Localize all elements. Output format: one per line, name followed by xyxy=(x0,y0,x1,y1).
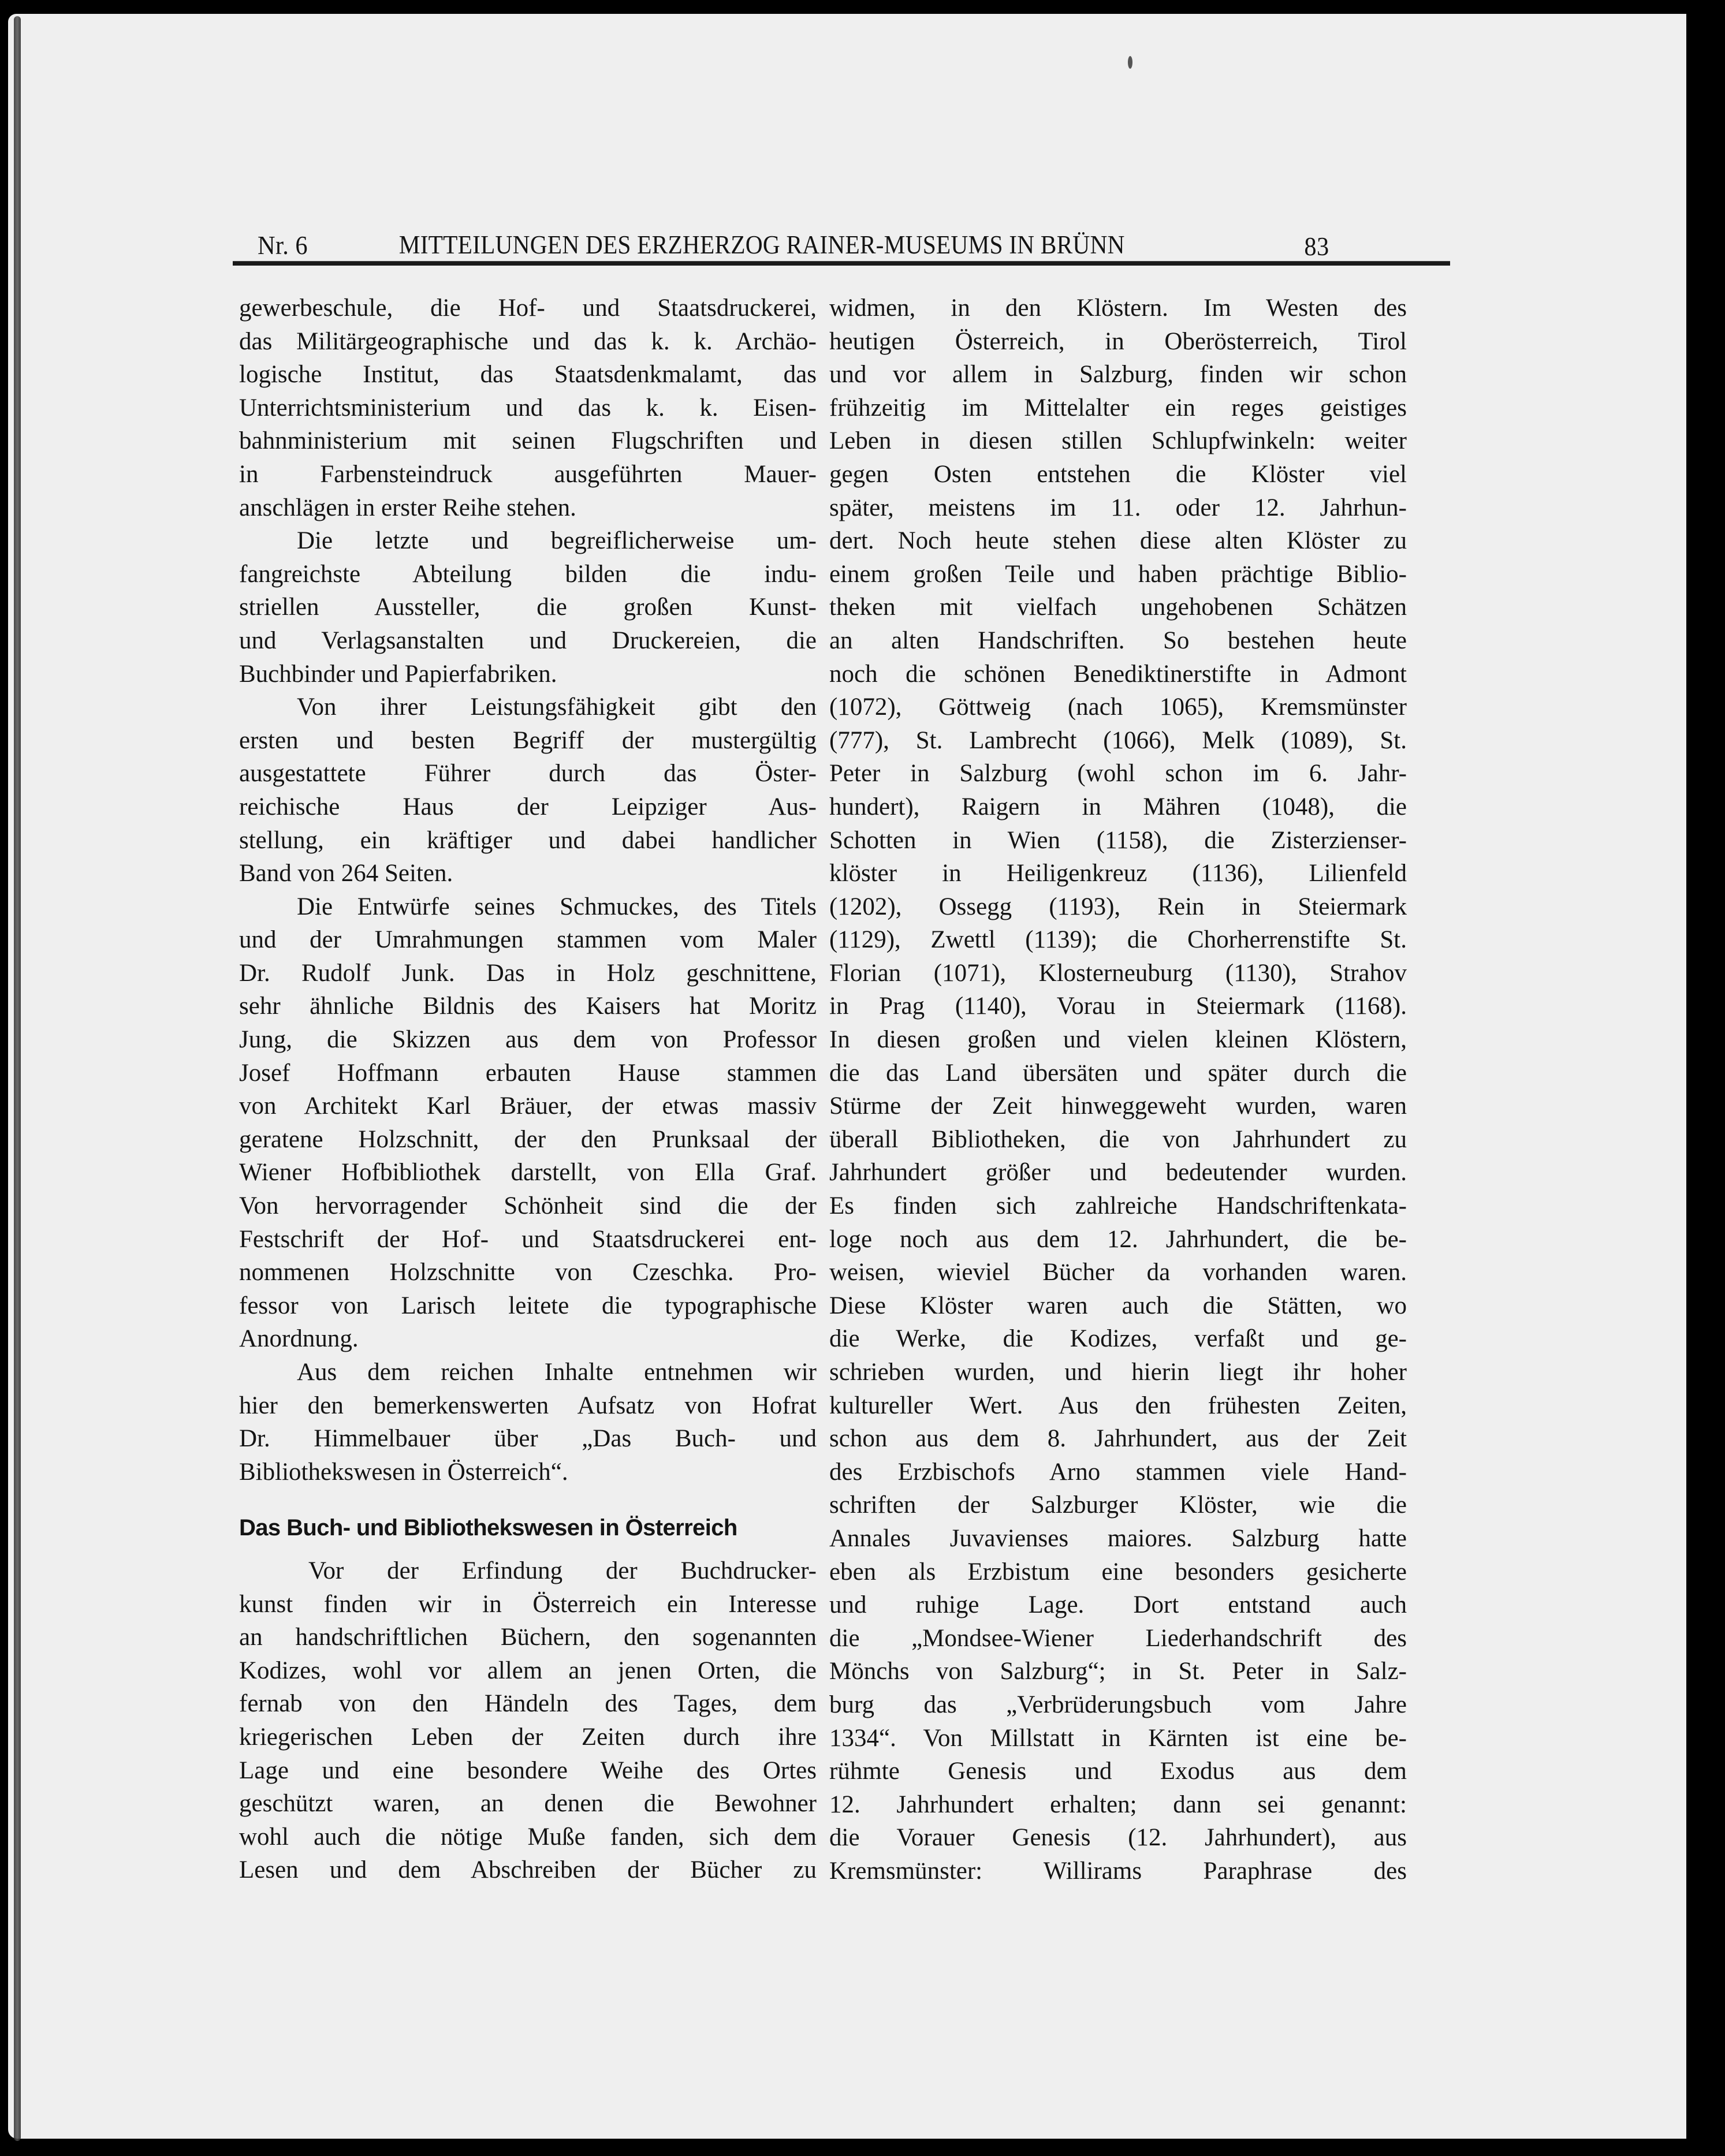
text-line: (777), St. Lambrecht (1066), Melk (1089), St. xyxy=(829,726,1407,754)
text-line: 1334“. Von Millstatt in Kärnten ist eine be- xyxy=(829,1724,1407,1752)
text-line: reichische Haus der Leipziger Aus- xyxy=(239,793,817,820)
paragraph xyxy=(829,292,1407,1888)
text-line: Dr. Rudolf Junk. Das in Holz geschnittene, xyxy=(239,959,817,987)
text-line: stellung, ein kräftiger und dabei handlicher xyxy=(239,826,817,854)
issue-number: Nr. 6 xyxy=(258,230,308,260)
text-line: und vor allem in Salzburg, finden wir schon xyxy=(829,361,1407,389)
text-line: loge noch aus dem 12. Jahrhundert, die be- xyxy=(829,1225,1407,1253)
text-line: Florian (1071), Klosterneuburg (1130), Strahov xyxy=(829,959,1407,987)
text-line: rühmte Genesis und Exodus aus dem xyxy=(829,1758,1407,1785)
text-line: Diese Klöster waren auch die Stätten, wo xyxy=(829,1292,1407,1319)
text-line: von Architekt Karl Bräuer, der etwas massiv xyxy=(239,1092,817,1120)
paragraph xyxy=(239,691,817,890)
text-line: Festschrift der Hof- und Staatsdruckerei ent- xyxy=(239,1225,817,1253)
text-line: hier den bemerkenswerten Aufsatz von Hofrat xyxy=(239,1392,817,1419)
text-line: in Farbensteindruck ausgeführten Mauer- xyxy=(239,460,817,488)
text-line: heutigen Österreich, in Oberösterreich, Tirol xyxy=(829,327,1407,355)
text-line: Bibliothekswesen in Österreich“. xyxy=(239,1458,568,1486)
text-line: eben als Erzbistum eine besonders gesicherte xyxy=(829,1558,1407,1586)
text-line: dert. Noch heute stehen diese alten Klöster zu xyxy=(829,527,1407,555)
paragraph xyxy=(239,1554,817,1887)
text-line: an alten Handschriften. So bestehen heute xyxy=(829,626,1407,654)
text-line: weisen, wieviel Bücher da vorhanden waren. xyxy=(829,1259,1407,1286)
text-line: Jahrhundert größer und bedeutender wurden. xyxy=(829,1159,1407,1187)
right-column xyxy=(829,292,1407,1888)
running-header xyxy=(231,230,1329,264)
text-line: schriften der Salzburger Klöster, wie die xyxy=(829,1491,1407,1519)
text-line: Jung, die Skizzen aus dem von Professor xyxy=(239,1026,817,1054)
text-line: Annales Juvavienses maiores. Salzburg hatte xyxy=(829,1524,1407,1552)
text-line: in Prag (1140), Vorau in Steiermark (1168). xyxy=(829,993,1407,1020)
text-line: Wiener Hofbibliothek darstellt, von Ella Graf. xyxy=(239,1159,817,1187)
text-line: kriegerischen Leben der Zeiten durch ihre xyxy=(239,1723,817,1751)
text-line: sehr ähnliche Bildnis des Kaisers hat Moritz xyxy=(239,993,817,1020)
text-line: gewerbeschule, die Hof- und Staatsdruckerei, xyxy=(239,294,817,322)
text-line: Von hervorragender Schönheit sind die der xyxy=(239,1192,817,1220)
page-number: 83 xyxy=(1304,232,1329,261)
text-line: schon aus dem 8. Jahrhundert, aus der Zeit xyxy=(829,1425,1407,1453)
text-line: Die Entwürfe seines Schmuckes, des Titels xyxy=(297,893,817,920)
paragraph xyxy=(239,890,817,1356)
text-line: geschützt waren, an denen die Bewohner xyxy=(239,1790,817,1818)
text-line: gegen Osten entstehen die Klöster viel xyxy=(829,460,1407,488)
text-line: überall Bibliotheken, die von Jahrhundert zu xyxy=(829,1125,1407,1153)
text-line: Leben in diesen stillen Schlupfwinkeln: weiter xyxy=(829,427,1407,455)
text-line: einem großen Teile und haben prächtige Biblio- xyxy=(829,560,1407,588)
spacer xyxy=(239,1489,817,1512)
text-line: Buchbinder und Papierfabriken. xyxy=(239,660,557,688)
text-line: an handschriftlichen Büchern, den sogenannten xyxy=(239,1624,817,1651)
text-line: die Vorauer Genesis (12. Jahrhundert), aus xyxy=(829,1824,1407,1852)
text-line: die das Land übersäten und später durch die xyxy=(829,1059,1407,1087)
text-line: frühzeitig im Mittelalter ein reges geistiges xyxy=(829,394,1407,421)
text-line: noch die schönen Benediktinerstifte in Admont xyxy=(829,660,1407,688)
text-line: Von ihrer Leistungsfähigkeit gibt den xyxy=(297,693,817,721)
text-line: kultureller Wert. Aus den frühesten Zeiten, xyxy=(829,1392,1407,1419)
text-line: Vor der Erfindung der Buchdrucker- xyxy=(308,1557,817,1584)
text-line: (1202), Ossegg (1193), Rein in Steiermark xyxy=(829,893,1407,920)
text-line: Aus dem reichen Inhalte entnehmen wir xyxy=(297,1359,817,1386)
text-line: logische Institut, das Staatsdenkmalamt, das xyxy=(239,361,817,389)
text-line: Kodizes, wohl vor allem an jenen Orten, die xyxy=(239,1657,817,1684)
text-line: ersten und besten Begriff der mustergültig xyxy=(239,726,817,754)
text-line: Es finden sich zahlreiche Handschriftenkata- xyxy=(829,1192,1407,1220)
text-line: Kremsmünster: Willirams Paraphrase des xyxy=(829,1857,1407,1885)
journal-title: MITTEILUNGEN DES ERZHERZOG RAINER-MUSEUMS IN BRÜNN xyxy=(398,230,1125,259)
text-line: die „Mondsee-Wiener Liederhandschrift des xyxy=(829,1624,1407,1652)
binding-edge xyxy=(14,16,21,2141)
text-line: klöster in Heiligenkreuz (1136), Lilienfeld xyxy=(829,860,1407,887)
paragraph xyxy=(239,524,817,691)
text-line: nommenen Holzschnitte von Czeschka. Pro- xyxy=(239,1259,817,1286)
text-line: 12. Jahrhundert erhalten; dann sei genannt: xyxy=(829,1791,1407,1818)
header-rule xyxy=(233,261,1450,266)
text-line: Schotten in Wien (1158), die Zisterzienser- xyxy=(829,826,1407,854)
text-line: und ruhige Lage. Dort entstand auch xyxy=(829,1591,1407,1619)
text-line: und der Umrahmungen stammen vom Maler xyxy=(239,926,817,954)
text-line: Lesen und dem Abschreiben der Bücher zu xyxy=(239,1856,817,1884)
text-line: das Militärgeographische und das k. k. Archäo- xyxy=(239,327,817,355)
text-line: anschlägen in erster Reihe stehen. xyxy=(239,494,576,521)
text-line: burg das „Verbrüderungsbuch vom Jahre xyxy=(829,1691,1407,1718)
text-line: Josef Hoffmann erbauten Hause stammen xyxy=(239,1059,817,1087)
paragraph xyxy=(239,292,817,524)
text-line: ausgestattete Führer durch das Öster- xyxy=(239,760,817,788)
text-line: Unterrichtsministerium und das k. k. Eisen- xyxy=(239,394,817,421)
text-line: Mönchs von Salzburg“; in St. Peter in Salz- xyxy=(829,1658,1407,1685)
text-line: bahnministerium mit seinen Flugschriften und xyxy=(239,427,817,455)
text-line: Die letzte und begreiflicherweise um- xyxy=(297,527,817,555)
text-line: widmen, in den Klöstern. Im Westen des xyxy=(829,294,1407,322)
text-line: In diesen großen und vielen kleinen Klöstern, xyxy=(829,1026,1407,1054)
text-line: Dr. Himmelbauer über „Das Buch- und xyxy=(239,1425,817,1453)
section-heading: Das Buch- und Bibliothekswesen in Österreich xyxy=(239,1515,737,1541)
text-line: später, meistens im 11. oder 12. Jahrhun- xyxy=(829,494,1407,521)
text-line: fessor von Larisch leitete die typographische xyxy=(239,1292,817,1319)
text-line: des Erzbischofs Arno stammen viele Hand- xyxy=(829,1458,1407,1486)
text-line: Anordnung. xyxy=(239,1325,359,1353)
text-line: kunst finden wir in Österreich ein Interesse xyxy=(239,1590,817,1618)
text-line: hundert), Raigern in Mähren (1048), die xyxy=(829,793,1407,820)
left-column xyxy=(239,292,817,1887)
text-line: (1129), Zwettl (1139); die Chorherrenstifte St. xyxy=(829,926,1407,954)
text-line: wohl auch die nötige Muße fanden, sich dem xyxy=(239,1823,817,1851)
paragraph xyxy=(239,1356,817,1489)
ink-speck xyxy=(1128,56,1132,69)
text-line: fernab von den Händeln des Tages, dem xyxy=(239,1690,817,1718)
text-line: die Werke, die Kodizes, verfaßt und ge- xyxy=(829,1325,1407,1353)
text-line: (1072), Göttweig (nach 1065), Kremsmünster xyxy=(829,693,1407,721)
text-line: theken mit vielfach ungehobenen Schätzen xyxy=(829,594,1407,621)
text-line: geratene Holzschnitt, der den Prunksaal der xyxy=(239,1125,817,1153)
text-line: striellen Aussteller, die großen Kunst- xyxy=(239,594,817,621)
spacer xyxy=(239,1545,817,1554)
text-line: und Verlagsanstalten und Druckereien, die xyxy=(239,626,817,654)
text-line: Stürme der Zeit hinweggeweht wurden, waren xyxy=(829,1092,1407,1120)
text-line: schrieben wurden, und hierin liegt ihr hoher xyxy=(829,1359,1407,1386)
text-line: Lage und eine besondere Weihe des Ortes xyxy=(239,1756,817,1784)
text-line: Peter in Salzburg (wohl schon im 6. Jahr- xyxy=(829,760,1407,788)
text-line: fangreichste Abteilung bilden die indu- xyxy=(239,560,817,588)
text-line: Band von 264 Seiten. xyxy=(239,860,453,887)
